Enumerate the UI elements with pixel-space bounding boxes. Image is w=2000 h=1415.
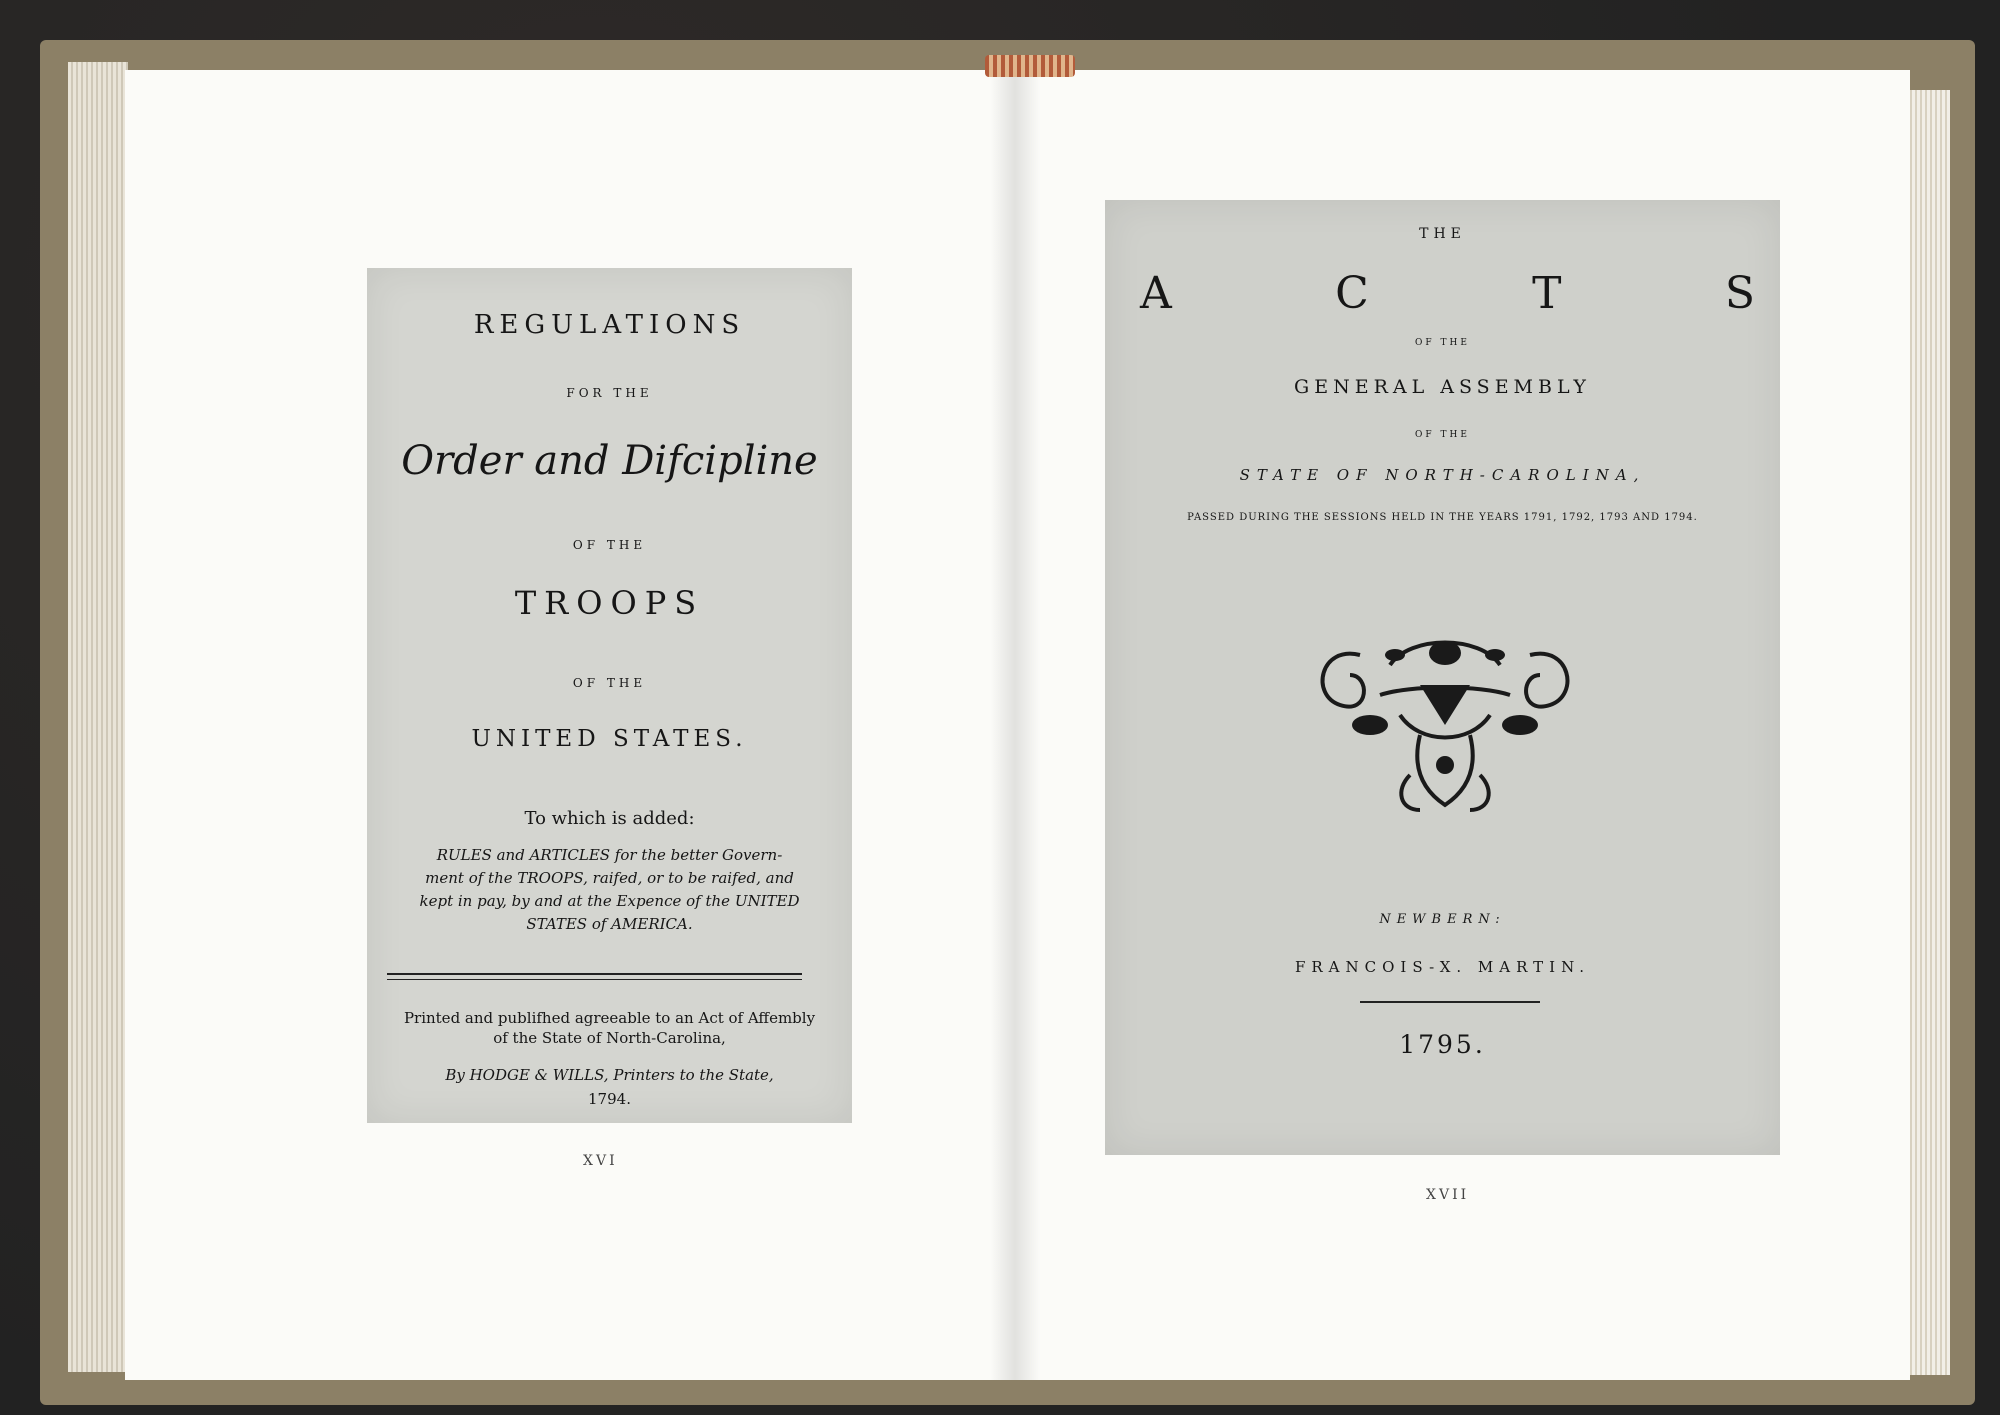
plate-printer-martin: FRANCOIS-X. MARTIN. <box>1294 958 1591 976</box>
plate-title-united-states: UNITED STATES. <box>471 726 748 752</box>
plate-state-of-north-carolina: STATE OF NORTH-CAROLINA, <box>1239 466 1646 484</box>
rules-line-3: kept in pay, by and at the Expence of the UNITED <box>419 892 800 910</box>
page-number-right: XVII <box>1426 1187 1470 1203</box>
plate-general-assembly: GENERAL ASSEMBLY <box>1294 376 1591 398</box>
plate-year: 1794. <box>588 1090 631 1108</box>
plate-title-regulations: REGULATIONS <box>473 310 746 340</box>
plate-passed-during: PASSED DURING THE SESSIONS HELD IN THE YEARS 1791, 1792, 1793 AND 1794. <box>1187 512 1698 523</box>
plate-rule-right <box>1360 1001 1540 1003</box>
acts-letter-t: T <box>1532 268 1562 319</box>
page-number-left: XVI <box>583 1153 618 1169</box>
page-edges-left <box>68 62 128 1372</box>
plate-title-acts <box>1140 268 1755 319</box>
acts-letter-a: A <box>1140 268 1172 319</box>
plate-to-which-is-added: To which is added: <box>524 808 695 829</box>
plate-title-order-discipline: Order and Difcipline <box>401 438 818 484</box>
acts-letter-s: S <box>1724 268 1755 319</box>
left-title-page-plate <box>367 268 852 1123</box>
book-gutter <box>990 70 1040 1380</box>
plate-rules-and-articles <box>367 844 852 936</box>
plate-line-the: THE <box>1419 226 1466 242</box>
plate-imprint <box>367 1008 852 1048</box>
plate-printer: By HODGE & WILLS, Printers to the State, <box>445 1066 774 1084</box>
plate-title-troops: TROOPS <box>514 584 705 622</box>
rules-line-4: STATES of AMERICA. <box>526 915 693 933</box>
plate-line-of-the-2: OF THE <box>572 676 647 690</box>
book-headband <box>985 55 1075 77</box>
plate-line-of-the-b: OF THE <box>1415 430 1470 440</box>
imprint-line-1: Printed and publifhed agreeable to an Act of Affembly <box>403 1009 816 1027</box>
plate-line-for-the: FOR THE <box>566 386 653 400</box>
acts-letter-c: C <box>1335 268 1369 319</box>
plate-rule-2 <box>387 979 802 980</box>
printers-ornament-icon <box>1300 625 1590 825</box>
rules-line-1: RULES and ARTICLES for the better Govern- <box>436 846 783 864</box>
rules-line-2: ment of the TROOPS, raifed, or to be raifed, and <box>425 869 794 887</box>
plate-line-of-the-1: OF THE <box>572 538 647 552</box>
plate-rule-1 <box>387 973 802 975</box>
imprint-line-2: of the State of North-Carolina, <box>493 1029 726 1047</box>
right-title-page-plate <box>1105 200 1780 1155</box>
plate-year-1795: 1795. <box>1399 1030 1486 1059</box>
plate-newbern: NEWBERN: <box>1379 912 1506 927</box>
plate-line-of-the-a: OF THE <box>1415 338 1470 348</box>
